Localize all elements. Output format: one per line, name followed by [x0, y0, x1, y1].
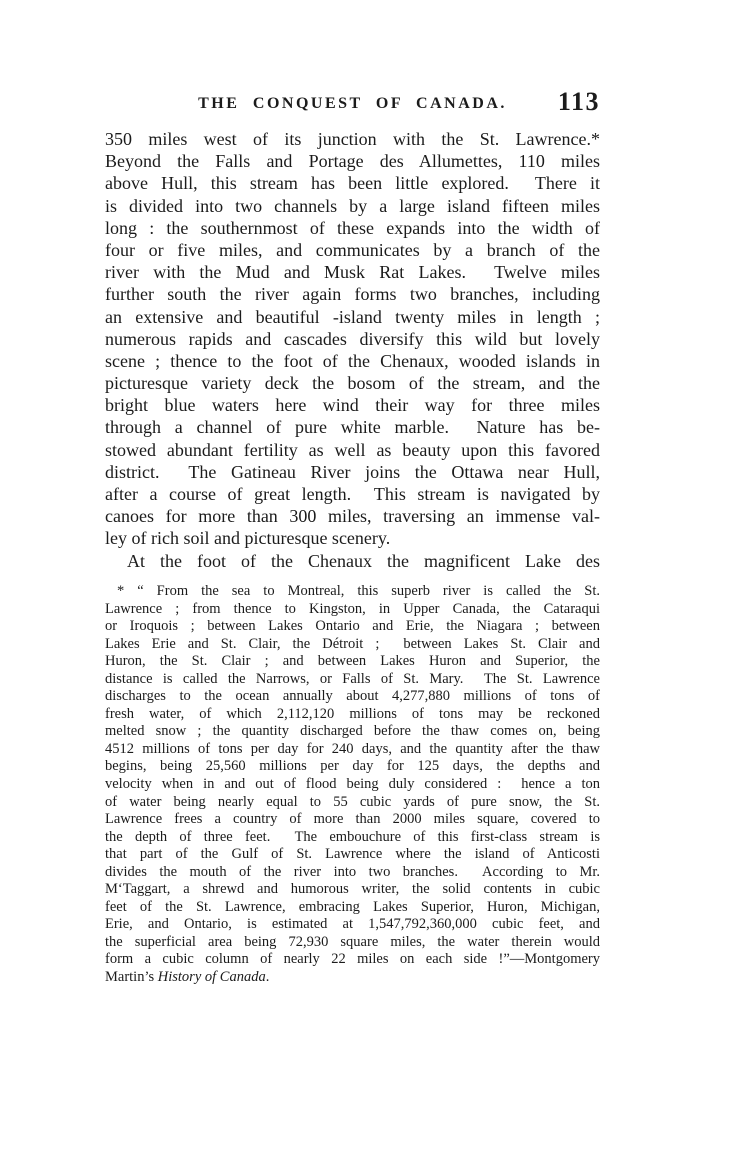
text-line: the superficial area being 72,930 square miles, the water therein would	[105, 933, 600, 950]
book-title-italic: History of Canada	[157, 969, 266, 986]
text-line: ley of rich soil and picturesque scenery.	[105, 528, 391, 549]
text-segment: Martin’s	[105, 969, 158, 986]
text-line: melted snow ; the quantity discharged before the thaw comes on, being	[105, 723, 600, 740]
text-line: discharges to the ocean annually about 4,277,880 millions of tons of	[105, 688, 600, 705]
text-line: M‘Taggart, a shrewd and humorous writer, the solid contents in cubic	[105, 881, 600, 898]
footnote-closing-line	[105, 969, 600, 987]
text-line: four or five miles, and communicates by a branch of the	[105, 239, 600, 260]
text-line: above Hull, this stream has been little explored. There it	[105, 173, 600, 194]
text-line: that part of the Gulf of St. Lawrence where the island of Anticosti	[105, 846, 600, 863]
text-line: fresh water, of which 2,112,120 millions of tons may be reckoned	[105, 705, 600, 722]
text-line: through a channel of pure white marble. Nature has be-	[105, 417, 600, 438]
text-line: 4512 millions of tons per day for 240 days, and the quantity after the thaw	[105, 740, 600, 757]
text-line: long : the southernmost of these expands into the width of	[105, 217, 600, 238]
text-line: divides the mouth of the river into two branches. According to Mr.	[105, 863, 600, 880]
text-line: of water being nearly equal to 55 cubic yards of pure snow, the St.	[105, 793, 600, 810]
running-head: THE CONQUEST OF CANADA.	[198, 95, 507, 112]
text-line: 350 miles west of its junction with the St. Lawrence.*	[105, 129, 600, 149]
text-line: distance is called the Narrows, or Falls of St. Mary. The St. Lawrence	[105, 670, 600, 687]
text-line: scene ; thence to the foot of the Chenaux, wooded islands in	[105, 350, 600, 371]
footnote	[105, 583, 600, 987]
text-line: further south the river again forms two branches, including	[105, 284, 600, 305]
text-line: Erie, and Ontario, is estimated at 1,547,792,360,000 cubic feet, and	[105, 916, 600, 933]
text-line: Lakes Erie and St. Clair, the Détroit ; between Lakes St. Clair and	[105, 635, 600, 652]
page-header	[105, 87, 600, 117]
text-line: At the foot of the Chenaux the magnificent Lake des	[127, 550, 600, 571]
text-line: bright blue waters here wind their way for three miles	[105, 395, 600, 416]
text-line: picturesque variety deck the bosom of the stream, and the	[105, 373, 600, 394]
paragraph	[105, 128, 600, 550]
text-line: Huron, the St. Clair ; and between Lakes Huron and Superior, the	[105, 653, 600, 670]
text-line: numerous rapids and cascades diversify this wild but lovely	[105, 328, 600, 349]
text-line: stowed abundant fertility as well as beauty upon this favored	[105, 439, 600, 460]
text-line: * “ From the sea to Montreal, this superb river is called the St.	[117, 583, 600, 599]
text-line: canoes for more than 300 miles, traversing an immense val-	[105, 506, 600, 527]
text-line: or Iroquois ; between Lakes Ontario and Erie, the Niagara ; between	[105, 618, 600, 635]
text-line: after a course of great length. This stream is navigated by	[105, 484, 600, 504]
paragraph	[105, 550, 600, 572]
body-text	[105, 128, 600, 572]
text-line: feet of the St. Lawrence, embracing Lakes Superior, Huron, Michigan,	[105, 898, 600, 915]
text-segment: .	[265, 969, 270, 986]
text-line: begins, being 25,560 millions per day for 125 days, the depths and	[105, 758, 600, 775]
footnote-paragraph	[105, 583, 600, 969]
text-line: district. The Gatineau River joins the Ottawa near Hull,	[105, 461, 600, 482]
text-line: the depth of three feet. The embouchure of this first-class stream is	[105, 828, 600, 845]
text-line: Lawrence ; from thence to Kingston, in Upper Canada, the Cataraqui	[105, 600, 600, 617]
text-line: Beyond the Falls and Portage des Allumettes, 110 miles	[105, 151, 600, 172]
text-line: Lawrence frees a country of more than 2000 miles square, covered to	[105, 811, 600, 828]
text-line: river with the Mud and Musk Rat Lakes. Twelve miles	[105, 262, 600, 283]
text-line: form a cubic column of nearly 22 miles on each side !”—Montgomery	[105, 951, 600, 968]
text-line: is divided into two channels by a large island fifteen miles	[105, 195, 600, 216]
text-line: an extensive and beautiful -island twenty miles in length ;	[105, 306, 600, 327]
page-number: 113	[557, 87, 600, 116]
text-line: velocity when in and out of flood being duly considered : hence a ton	[105, 776, 600, 793]
